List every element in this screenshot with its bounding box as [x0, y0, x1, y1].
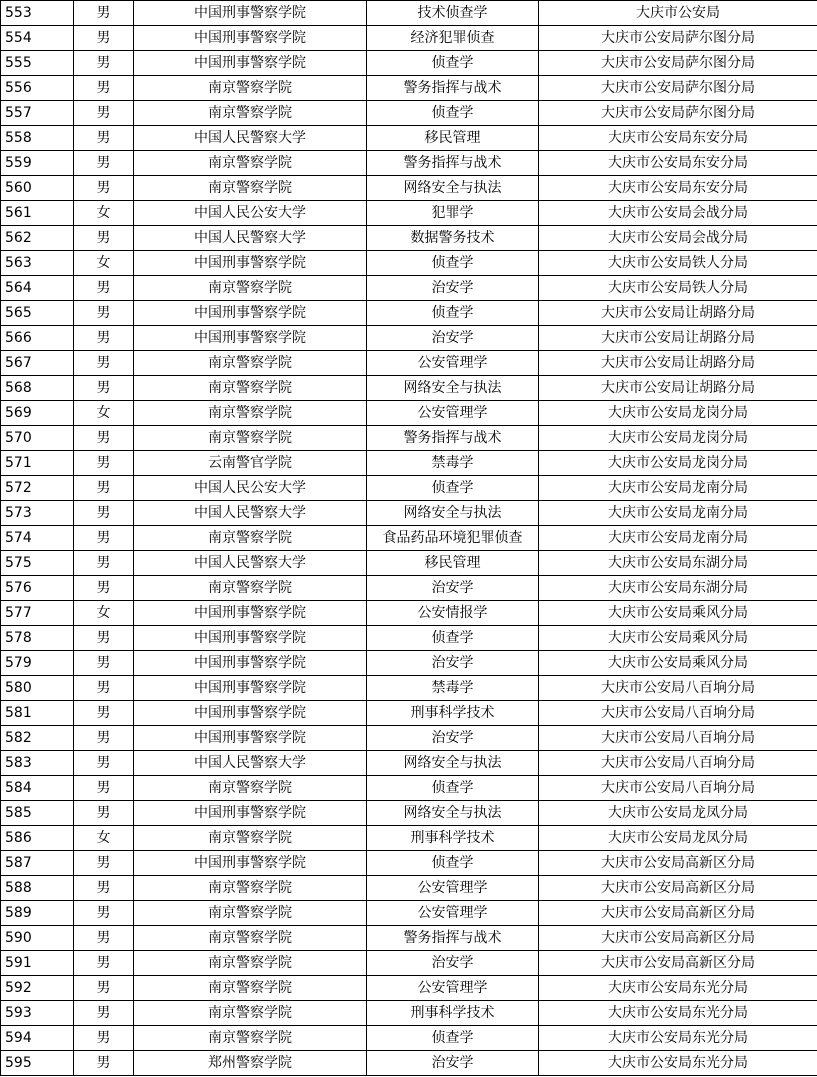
- row-number-cell: 564: [1, 276, 74, 301]
- table-row: [1, 576, 817, 601]
- row-number-cell: 572: [1, 476, 74, 501]
- row-number-cell: 555: [1, 51, 74, 76]
- major-cell: 治安学: [367, 726, 539, 751]
- gender-cell: 男: [74, 726, 134, 751]
- table-row: [1, 876, 817, 901]
- college-cell: 南京警察学院: [134, 776, 367, 801]
- college-cell: 中国人民公安大学: [134, 201, 367, 226]
- college-cell: 中国刑事警察学院: [134, 801, 367, 826]
- major-cell: 公安管理学: [367, 401, 539, 426]
- major-cell: 网络安全与执法: [367, 376, 539, 401]
- table-row: [1, 826, 817, 851]
- college-cell: 南京警察学院: [134, 101, 367, 126]
- gender-cell: 男: [74, 851, 134, 876]
- table-row: [1, 151, 817, 176]
- major-cell: 警务指挥与战术: [367, 76, 539, 101]
- major-cell: 侦查学: [367, 301, 539, 326]
- table-row: [1, 551, 817, 576]
- row-number-cell: 581: [1, 701, 74, 726]
- college-cell: 中国刑事警察学院: [134, 326, 367, 351]
- table-row: [1, 376, 817, 401]
- table-row: [1, 776, 817, 801]
- assigned-unit-cell: 大庆市公安局会战分局: [539, 226, 817, 251]
- gender-cell: 男: [74, 876, 134, 901]
- college-cell: 南京警察学院: [134, 176, 367, 201]
- assigned-unit-cell: 大庆市公安局龙岗分局: [539, 401, 817, 426]
- college-cell: 南京警察学院: [134, 826, 367, 851]
- table-row: [1, 676, 817, 701]
- major-cell: 公安情报学: [367, 601, 539, 626]
- gender-cell: 女: [74, 201, 134, 226]
- major-cell: 侦查学: [367, 101, 539, 126]
- assigned-unit-cell: 大庆市公安局八百垧分局: [539, 751, 817, 776]
- table-row: [1, 601, 817, 626]
- college-cell: 南京警察学院: [134, 926, 367, 951]
- row-number-cell: 579: [1, 651, 74, 676]
- major-cell: 公安管理学: [367, 976, 539, 1001]
- major-cell: 治安学: [367, 1051, 539, 1076]
- gender-cell: 男: [74, 476, 134, 501]
- assigned-unit-cell: 大庆市公安局高新区分局: [539, 926, 817, 951]
- row-number-cell: 580: [1, 676, 74, 701]
- assigned-unit-cell: 大庆市公安局龙南分局: [539, 476, 817, 501]
- assigned-unit-cell: 大庆市公安局龙岗分局: [539, 451, 817, 476]
- gender-cell: 男: [74, 801, 134, 826]
- row-number-cell: 563: [1, 251, 74, 276]
- row-number-cell: 582: [1, 726, 74, 751]
- row-number-cell: 559: [1, 151, 74, 176]
- college-cell: 南京警察学院: [134, 876, 367, 901]
- table-row: [1, 1001, 817, 1026]
- college-cell: 中国刑事警察学院: [134, 626, 367, 651]
- assigned-unit-cell: 大庆市公安局会战分局: [539, 201, 817, 226]
- assigned-unit-cell: 大庆市公安局龙凤分局: [539, 826, 817, 851]
- table-row: [1, 1026, 817, 1051]
- college-cell: 南京警察学院: [134, 276, 367, 301]
- major-cell: 刑事科学技术: [367, 1001, 539, 1026]
- college-cell: 云南警官学院: [134, 451, 367, 476]
- table-row: [1, 851, 817, 876]
- major-cell: 侦查学: [367, 1026, 539, 1051]
- row-number-cell: 554: [1, 26, 74, 51]
- college-cell: 中国刑事警察学院: [134, 676, 367, 701]
- row-number-cell: 589: [1, 901, 74, 926]
- gender-cell: 男: [74, 326, 134, 351]
- table-row: [1, 976, 817, 1001]
- table-row: [1, 901, 817, 926]
- assigned-unit-cell: 大庆市公安局东安分局: [539, 176, 817, 201]
- assigned-unit-cell: 大庆市公安局铁人分局: [539, 276, 817, 301]
- major-cell: 侦查学: [367, 51, 539, 76]
- major-cell: 侦查学: [367, 476, 539, 501]
- major-cell: 侦查学: [367, 776, 539, 801]
- row-number-cell: 561: [1, 201, 74, 226]
- gender-cell: 男: [74, 451, 134, 476]
- row-number-cell: 556: [1, 76, 74, 101]
- major-cell: 治安学: [367, 576, 539, 601]
- gender-cell: 男: [74, 701, 134, 726]
- major-cell: 刑事科学技术: [367, 701, 539, 726]
- gender-cell: 男: [74, 976, 134, 1001]
- assigned-unit-cell: 大庆市公安局八百垧分局: [539, 776, 817, 801]
- row-number-cell: 560: [1, 176, 74, 201]
- gender-cell: 男: [74, 901, 134, 926]
- row-number-cell: 568: [1, 376, 74, 401]
- major-cell: 网络安全与执法: [367, 801, 539, 826]
- row-number-cell: 588: [1, 876, 74, 901]
- table-row: [1, 76, 817, 101]
- assigned-unit-cell: 大庆市公安局东光分局: [539, 976, 817, 1001]
- gender-cell: 男: [74, 676, 134, 701]
- major-cell: 警务指挥与战术: [367, 426, 539, 451]
- assigned-unit-cell: 大庆市公安局东湖分局: [539, 576, 817, 601]
- table-row: [1, 1, 817, 26]
- gender-cell: 女: [74, 601, 134, 626]
- college-cell: 中国刑事警察学院: [134, 1, 367, 26]
- table-row: [1, 726, 817, 751]
- table-row: [1, 751, 817, 776]
- college-cell: 中国刑事警察学院: [134, 651, 367, 676]
- gender-cell: 男: [74, 151, 134, 176]
- row-number-cell: 592: [1, 976, 74, 1001]
- row-number-cell: 578: [1, 626, 74, 651]
- assigned-unit-cell: 大庆市公安局东湖分局: [539, 551, 817, 576]
- major-cell: 数据警务技术: [367, 226, 539, 251]
- major-cell: 网络安全与执法: [367, 176, 539, 201]
- gender-cell: 男: [74, 626, 134, 651]
- college-cell: 南京警察学院: [134, 351, 367, 376]
- college-cell: 中国人民警察大学: [134, 551, 367, 576]
- assigned-unit-cell: 大庆市公安局萨尔图分局: [539, 51, 817, 76]
- college-cell: 中国人民警察大学: [134, 501, 367, 526]
- table-row: [1, 351, 817, 376]
- gender-cell: 男: [74, 501, 134, 526]
- major-cell: 犯罪学: [367, 201, 539, 226]
- college-cell: 中国人民警察大学: [134, 751, 367, 776]
- gender-cell: 男: [74, 376, 134, 401]
- assigned-unit-cell: 大庆市公安局八百垧分局: [539, 676, 817, 701]
- college-cell: 南京警察学院: [134, 976, 367, 1001]
- major-cell: 治安学: [367, 326, 539, 351]
- gender-cell: 男: [74, 101, 134, 126]
- row-number-cell: 569: [1, 401, 74, 426]
- major-cell: 治安学: [367, 951, 539, 976]
- college-cell: 中国刑事警察学院: [134, 51, 367, 76]
- college-cell: 中国人民警察大学: [134, 126, 367, 151]
- college-cell: 中国刑事警察学院: [134, 726, 367, 751]
- table-row: [1, 476, 817, 501]
- assigned-unit-cell: 大庆市公安局龙南分局: [539, 526, 817, 551]
- gender-cell: 男: [74, 776, 134, 801]
- table-row: [1, 401, 817, 426]
- row-number-cell: 593: [1, 1001, 74, 1026]
- table-body: [1, 1, 817, 1076]
- gender-cell: 女: [74, 251, 134, 276]
- row-number-cell: 585: [1, 801, 74, 826]
- table-row: [1, 951, 817, 976]
- college-cell: 南京警察学院: [134, 376, 367, 401]
- major-cell: 警务指挥与战术: [367, 926, 539, 951]
- assigned-unit-cell: 大庆市公安局让胡路分局: [539, 376, 817, 401]
- assigned-unit-cell: 大庆市公安局萨尔图分局: [539, 76, 817, 101]
- table-row: [1, 626, 817, 651]
- table-row: [1, 251, 817, 276]
- major-cell: 移民管理: [367, 551, 539, 576]
- gender-cell: 男: [74, 526, 134, 551]
- row-number-cell: 565: [1, 301, 74, 326]
- table-row: [1, 201, 817, 226]
- gender-cell: 男: [74, 276, 134, 301]
- college-cell: 中国刑事警察学院: [134, 601, 367, 626]
- assigned-unit-cell: 大庆市公安局八百垧分局: [539, 726, 817, 751]
- assigned-unit-cell: 大庆市公安局让胡路分局: [539, 326, 817, 351]
- assigned-unit-cell: 大庆市公安局东光分局: [539, 1001, 817, 1026]
- row-number-cell: 586: [1, 826, 74, 851]
- gender-cell: 男: [74, 1001, 134, 1026]
- row-number-cell: 584: [1, 776, 74, 801]
- table-row: [1, 526, 817, 551]
- table-row: [1, 326, 817, 351]
- major-cell: 侦查学: [367, 851, 539, 876]
- college-cell: 南京警察学院: [134, 576, 367, 601]
- table-row: [1, 176, 817, 201]
- gender-cell: 女: [74, 826, 134, 851]
- assigned-unit-cell: 大庆市公安局龙岗分局: [539, 426, 817, 451]
- row-number-cell: 567: [1, 351, 74, 376]
- college-cell: 南京警察学院: [134, 526, 367, 551]
- row-number-cell: 553: [1, 1, 74, 26]
- row-number-cell: 562: [1, 226, 74, 251]
- row-number-cell: 595: [1, 1051, 74, 1076]
- major-cell: 侦查学: [367, 251, 539, 276]
- major-cell: 移民管理: [367, 126, 539, 151]
- assigned-unit-cell: 大庆市公安局东安分局: [539, 126, 817, 151]
- gender-cell: 男: [74, 551, 134, 576]
- row-number-cell: 576: [1, 576, 74, 601]
- assigned-unit-cell: 大庆市公安局萨尔图分局: [539, 26, 817, 51]
- table-row: [1, 426, 817, 451]
- college-cell: 中国刑事警察学院: [134, 301, 367, 326]
- assigned-unit-cell: 大庆市公安局高新区分局: [539, 851, 817, 876]
- major-cell: 网络安全与执法: [367, 501, 539, 526]
- table-row: [1, 651, 817, 676]
- gender-cell: 男: [74, 351, 134, 376]
- assigned-unit-cell: 大庆市公安局八百垧分局: [539, 701, 817, 726]
- row-number-cell: 566: [1, 326, 74, 351]
- row-number-cell: 587: [1, 851, 74, 876]
- assigned-unit-cell: 大庆市公安局: [539, 1, 817, 26]
- gender-cell: 男: [74, 751, 134, 776]
- gender-cell: 男: [74, 51, 134, 76]
- gender-cell: 男: [74, 576, 134, 601]
- major-cell: 网络安全与执法: [367, 751, 539, 776]
- row-number-cell: 594: [1, 1026, 74, 1051]
- gender-cell: 男: [74, 226, 134, 251]
- assigned-unit-cell: 大庆市公安局让胡路分局: [539, 351, 817, 376]
- assigned-unit-cell: 大庆市公安局乘风分局: [539, 651, 817, 676]
- row-number-cell: 590: [1, 926, 74, 951]
- college-cell: 中国人民警察大学: [134, 226, 367, 251]
- assigned-unit-cell: 大庆市公安局东光分局: [539, 1051, 817, 1076]
- major-cell: 刑事科学技术: [367, 826, 539, 851]
- table-row: [1, 226, 817, 251]
- row-number-cell: 577: [1, 601, 74, 626]
- row-number-cell: 574: [1, 526, 74, 551]
- row-number-cell: 571: [1, 451, 74, 476]
- gender-cell: 男: [74, 26, 134, 51]
- assigned-unit-cell: 大庆市公安局东安分局: [539, 151, 817, 176]
- assigned-unit-cell: 大庆市公安局萨尔图分局: [539, 101, 817, 126]
- assigned-unit-cell: 大庆市公安局高新区分局: [539, 901, 817, 926]
- gender-cell: 男: [74, 1026, 134, 1051]
- row-number-cell: 583: [1, 751, 74, 776]
- college-cell: 中国刑事警察学院: [134, 251, 367, 276]
- gender-cell: 男: [74, 926, 134, 951]
- major-cell: 公安管理学: [367, 901, 539, 926]
- major-cell: 公安管理学: [367, 351, 539, 376]
- row-number-cell: 557: [1, 101, 74, 126]
- row-number-cell: 570: [1, 426, 74, 451]
- major-cell: 食品药品环境犯罪侦查: [367, 526, 539, 551]
- college-cell: 中国刑事警察学院: [134, 851, 367, 876]
- table-row: [1, 276, 817, 301]
- college-cell: 中国刑事警察学院: [134, 26, 367, 51]
- assigned-unit-cell: 大庆市公安局乘风分局: [539, 626, 817, 651]
- gender-cell: 男: [74, 176, 134, 201]
- major-cell: 侦查学: [367, 626, 539, 651]
- college-cell: 南京警察学院: [134, 1001, 367, 1026]
- gender-cell: 男: [74, 126, 134, 151]
- row-number-cell: 591: [1, 951, 74, 976]
- college-cell: 郑州警察学院: [134, 1051, 367, 1076]
- gender-cell: 男: [74, 76, 134, 101]
- row-number-cell: 558: [1, 126, 74, 151]
- table-row: [1, 801, 817, 826]
- major-cell: 警务指挥与战术: [367, 151, 539, 176]
- assigned-unit-cell: 大庆市公安局龙南分局: [539, 501, 817, 526]
- assigned-unit-cell: 大庆市公安局东光分局: [539, 1026, 817, 1051]
- college-cell: 南京警察学院: [134, 951, 367, 976]
- college-cell: 南京警察学院: [134, 76, 367, 101]
- major-cell: 禁毒学: [367, 676, 539, 701]
- assigned-unit-cell: 大庆市公安局高新区分局: [539, 876, 817, 901]
- table-row: [1, 101, 817, 126]
- major-cell: 治安学: [367, 276, 539, 301]
- college-cell: 南京警察学院: [134, 426, 367, 451]
- gender-cell: 男: [74, 651, 134, 676]
- table-row: [1, 451, 817, 476]
- table-row: [1, 26, 817, 51]
- assigned-unit-cell: 大庆市公安局铁人分局: [539, 251, 817, 276]
- table-row: [1, 501, 817, 526]
- major-cell: 公安管理学: [367, 876, 539, 901]
- college-cell: 南京警察学院: [134, 1026, 367, 1051]
- table-row: [1, 701, 817, 726]
- college-cell: 南京警察学院: [134, 401, 367, 426]
- assigned-unit-cell: 大庆市公安局龙凤分局: [539, 801, 817, 826]
- major-cell: 技术侦查学: [367, 1, 539, 26]
- assigned-unit-cell: 大庆市公安局高新区分局: [539, 951, 817, 976]
- college-cell: 中国刑事警察学院: [134, 701, 367, 726]
- table-row: [1, 301, 817, 326]
- gender-cell: 男: [74, 1051, 134, 1076]
- gender-cell: 男: [74, 301, 134, 326]
- assigned-unit-cell: 大庆市公安局让胡路分局: [539, 301, 817, 326]
- gender-cell: 男: [74, 1, 134, 26]
- major-cell: 经济犯罪侦查: [367, 26, 539, 51]
- college-cell: 中国人民公安大学: [134, 476, 367, 501]
- row-number-cell: 573: [1, 501, 74, 526]
- table-row: [1, 126, 817, 151]
- table-row: [1, 926, 817, 951]
- gender-cell: 男: [74, 951, 134, 976]
- college-cell: 南京警察学院: [134, 901, 367, 926]
- row-number-cell: 575: [1, 551, 74, 576]
- gender-cell: 男: [74, 426, 134, 451]
- table-row: [1, 1051, 817, 1076]
- assigned-unit-cell: 大庆市公安局乘风分局: [539, 601, 817, 626]
- table-row: [1, 51, 817, 76]
- college-cell: 南京警察学院: [134, 151, 367, 176]
- major-cell: 治安学: [367, 651, 539, 676]
- gender-cell: 女: [74, 401, 134, 426]
- major-cell: 禁毒学: [367, 451, 539, 476]
